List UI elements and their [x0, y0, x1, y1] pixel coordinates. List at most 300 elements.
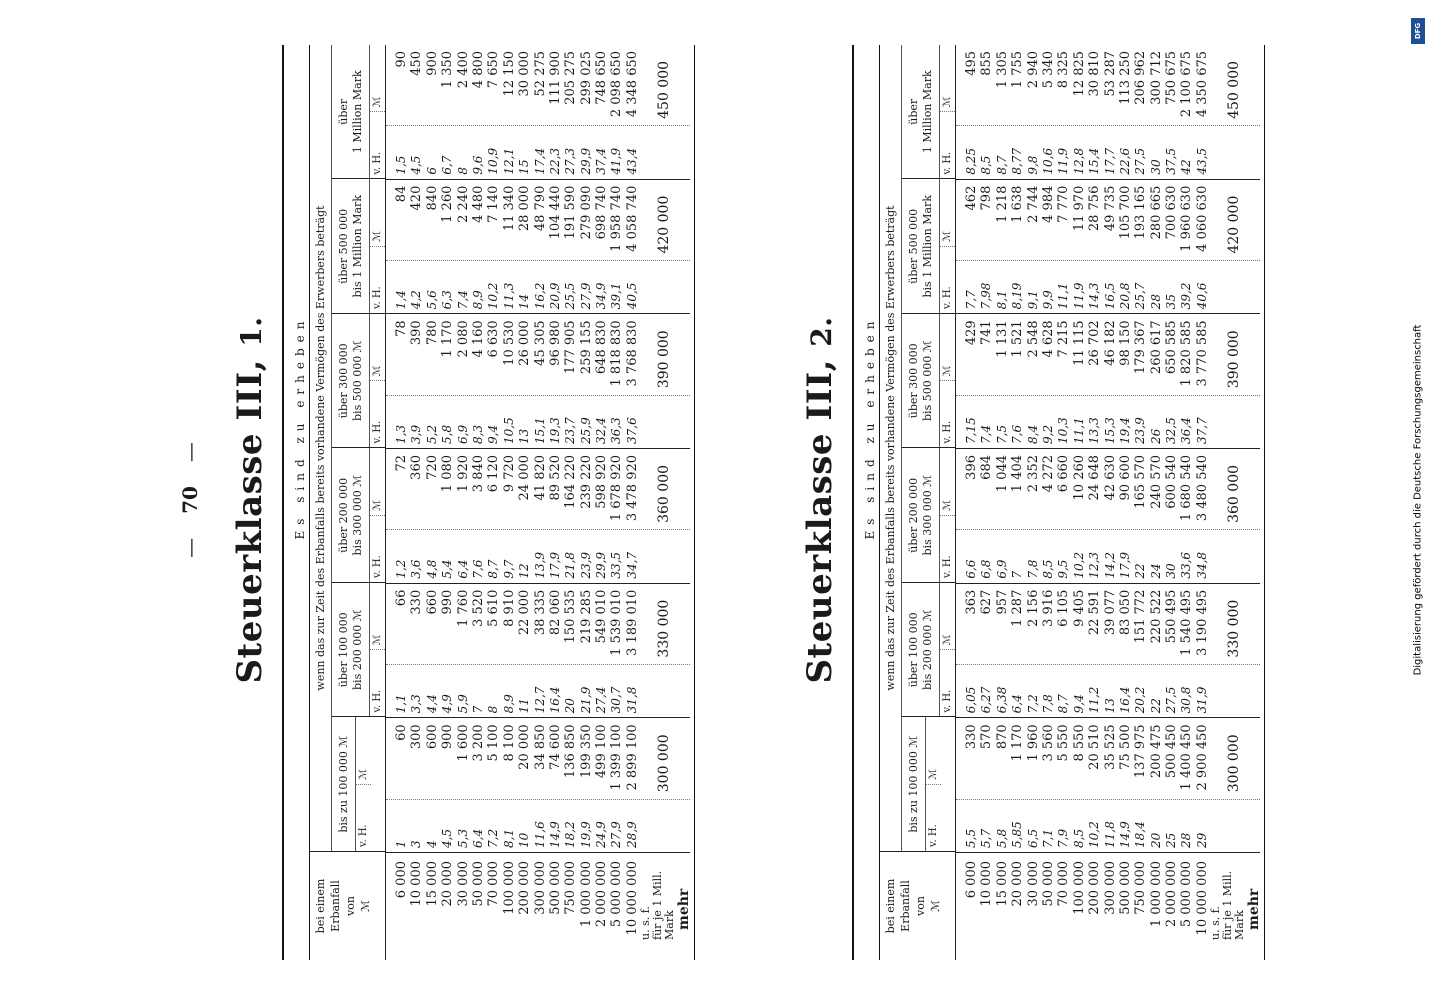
pct-cell: 8,7	[486, 559, 501, 579]
value-cell: 179 367	[1133, 320, 1149, 375]
pct-cell: 11,8	[1102, 821, 1117, 848]
header-group-line: über 200 000	[337, 477, 350, 553]
amount-cell: 100 000	[1071, 861, 1087, 915]
header-group-line: über 100 000	[907, 612, 920, 688]
pct-cell: 37,6	[624, 417, 639, 444]
pct-cell: 7,8	[1040, 694, 1055, 714]
value-cell: 1 958 740	[609, 185, 625, 252]
header-group-line: über 100 000	[337, 612, 350, 688]
pct-cell: 37,7	[1194, 417, 1209, 444]
rule-bottom	[694, 45, 695, 960]
pct-cell: 4	[424, 840, 439, 848]
value-cell: 360	[409, 454, 425, 480]
pct-cell: 28	[1179, 832, 1194, 848]
value-cell: 1 218	[994, 185, 1010, 223]
value-cell: 1 044	[994, 454, 1010, 493]
pct-cell: 1,3	[394, 424, 408, 444]
more-label-line: Mark	[1233, 910, 1247, 940]
value-cell: 28 756	[1087, 185, 1103, 232]
pct-cell: 8,1	[994, 290, 1009, 310]
header-group	[902, 582, 955, 717]
pct-column	[386, 664, 690, 717]
value-cell: 96 980	[547, 320, 563, 366]
bracket-group	[956, 448, 1260, 583]
pct-cell: 24	[1148, 563, 1163, 579]
credit-text: Digitalisierung gefördert durch die Deutsche Forschungsgemeinschaft	[1412, 324, 1424, 676]
value-cell: 1 404	[1010, 454, 1026, 493]
more-label	[639, 861, 693, 960]
value-cell: 720	[424, 454, 440, 480]
pct-cell: 10,5	[501, 417, 516, 444]
spacer	[386, 665, 394, 713]
more-value: 420 000	[1226, 195, 1243, 254]
value-cell: 957	[994, 589, 1010, 615]
header-group-line: bis 1 Million Mark	[921, 195, 934, 298]
pct-cell: 5,3	[455, 828, 470, 848]
value-cell: 200 475	[1148, 724, 1164, 779]
more-value: 360 000	[656, 464, 673, 523]
rule-bottom	[1264, 45, 1265, 960]
value-cell: 390	[409, 320, 425, 346]
unit-pct: v. H.	[358, 824, 369, 847]
value-cell: 780	[424, 320, 440, 346]
value-cell: 239 220	[578, 454, 594, 509]
value-cell: 2 100 675	[1179, 50, 1195, 118]
pct-cell: 7	[1010, 571, 1025, 579]
table-title-number: 1.	[235, 316, 268, 347]
value-cell: 698 740	[594, 185, 610, 240]
unit-pct: v. H.	[928, 824, 939, 847]
pct-cell: 19,9	[578, 821, 593, 848]
amount-cell: 30 000	[1025, 861, 1041, 907]
pct-cell: 30,8	[1179, 686, 1194, 714]
pct-cell: 22	[1148, 698, 1163, 714]
pct-cell: 43,5	[1194, 147, 1209, 175]
table-header	[310, 45, 386, 960]
pct-cell: 20	[1148, 832, 1163, 848]
pct-cell: 8	[486, 705, 501, 714]
header-group-label	[332, 718, 356, 852]
value-cell: 20 000	[517, 724, 533, 770]
pct-cell: 7,2	[1025, 694, 1040, 714]
value-cell: 11 970	[1071, 185, 1087, 232]
pct-cell: 36,4	[1179, 417, 1194, 444]
pct-cell: 5,7	[979, 828, 994, 848]
value-cell: 870	[994, 724, 1010, 750]
header-group-label	[332, 449, 370, 583]
amount-cell: 100 000	[501, 861, 517, 915]
value-cell: 53 287	[1102, 50, 1118, 97]
header-units	[370, 180, 385, 314]
pct-cell: 27,9	[578, 282, 593, 310]
bracket-group	[386, 583, 690, 718]
pct-cell: 5,6	[424, 290, 439, 310]
spacer	[386, 126, 394, 174]
header-units	[370, 449, 385, 583]
unit-mark: ℳ	[370, 583, 385, 650]
header-units	[940, 583, 955, 717]
rule-top	[282, 45, 284, 960]
value-cell: 4 272	[1040, 454, 1056, 493]
header-group-label	[332, 45, 370, 179]
header-groups	[902, 45, 955, 851]
header-group-line: über 300 000	[337, 343, 350, 419]
pct-cell: 6,27	[979, 686, 994, 714]
value-cell: 495	[964, 50, 979, 76]
header-amount-unit: ℳ	[929, 900, 942, 912]
value-cell: 660	[424, 589, 440, 615]
pct-cell: 7,7	[964, 290, 978, 310]
header-wide-label: wenn das zur Zeit des Erbanfalls bereits vorhandene Vermögen des Erwerbers beträgt	[880, 45, 902, 851]
pct-cell: 10,2	[1087, 821, 1102, 848]
pct-cell: 13,9	[532, 551, 547, 579]
pct-column	[386, 125, 690, 178]
pct-column	[956, 664, 1260, 717]
header-group-line: bis 300 000 ℳ	[921, 475, 934, 556]
header-group-line: über 200 000	[907, 477, 920, 553]
amount-cell: 15 000	[994, 861, 1010, 907]
value-cell: 52 275	[532, 50, 548, 97]
value-cell: 89 520	[547, 454, 563, 501]
value-column	[956, 45, 1260, 125]
header-amount-unit: ℳ	[359, 900, 372, 912]
pct-cell: 16,4	[547, 686, 562, 714]
value-cell: 4 160	[470, 320, 486, 358]
pct-cell: 15	[517, 159, 532, 175]
header-right	[310, 45, 385, 851]
more-word: mehr	[676, 888, 693, 930]
value-cell: 7 140	[486, 185, 502, 223]
value-cell: 598 920	[594, 454, 610, 509]
value-cell: 5 100	[486, 724, 502, 762]
value-column	[956, 180, 1260, 260]
header-group-line: 1 Million Mark	[921, 70, 934, 154]
pct-cell: 5,4	[440, 559, 455, 579]
pct-cell: 8,9	[470, 290, 485, 310]
amount-cell: 10 000 000	[624, 861, 640, 936]
pct-cell: 8,4	[1025, 424, 1040, 444]
pct-column	[386, 529, 690, 582]
pct-cell: 33,6	[1179, 551, 1194, 579]
pct-cell: 10,6	[1040, 147, 1055, 175]
pct-cell: 8,7	[994, 155, 1009, 175]
header-group-line: bis 500 000 ℳ	[351, 340, 364, 421]
header-group-line: über 500 000	[907, 208, 920, 284]
value-cell: 840	[424, 185, 440, 211]
header-group-line: über 300 000	[907, 343, 920, 419]
header-group-label	[902, 583, 940, 717]
unit-pct: v. H.	[372, 555, 383, 578]
value-cell: 1 170	[440, 320, 456, 358]
pct-cell: 8,3	[470, 424, 485, 444]
value-cell: 3 480 540	[1194, 454, 1210, 522]
pct-cell: 36,3	[609, 417, 624, 444]
pct-column	[386, 799, 690, 852]
pct-cell: 17,4	[532, 147, 547, 175]
header-group	[902, 179, 955, 314]
value-cell: 11 115	[1071, 320, 1087, 366]
spacer	[386, 724, 394, 798]
spacer	[956, 455, 964, 529]
pct-cell: 4,2	[409, 290, 424, 310]
pct-cell: 31,9	[1194, 686, 1209, 714]
value-cell: 1 755	[1010, 50, 1026, 89]
pct-cell: 4,5	[409, 155, 424, 175]
pct-cell: 20,8	[1117, 282, 1132, 310]
unit-pct: v. H.	[942, 689, 953, 713]
bracket-group	[956, 583, 1260, 718]
amount-cell: 20 000	[440, 861, 456, 907]
value-cell: 570	[979, 724, 995, 750]
amount-cell: 500 000	[1117, 861, 1133, 915]
pct-cell: 19,3	[547, 417, 562, 444]
unit-pct: v. H.	[942, 286, 953, 309]
header-group-line: über 500 000	[337, 208, 350, 284]
value-cell: 627	[979, 589, 995, 615]
value-cell: 300	[409, 724, 425, 750]
value-cell: 84	[394, 185, 409, 203]
value-cell: 855	[979, 50, 995, 76]
header-group-label	[902, 449, 940, 583]
value-cell: 38 335	[532, 589, 548, 636]
more-value: 390 000	[1226, 330, 1243, 389]
amount-cell: 750 000	[1133, 861, 1149, 915]
pct-cell: 3	[409, 840, 424, 848]
value-cell: 2 744	[1025, 185, 1041, 223]
value-cell: 35 525	[1102, 724, 1118, 770]
spacer	[386, 455, 394, 529]
spacer	[956, 396, 964, 444]
pct-cell: 3,3	[409, 694, 424, 714]
pct-cell: 7	[470, 705, 485, 714]
amount-cell: 2 000 000	[1164, 861, 1180, 928]
unit-mark: ℳ	[940, 314, 955, 381]
value-cell: 499 100	[594, 724, 610, 779]
pct-cell: 37,4	[594, 147, 609, 175]
value-cell: 9 720	[501, 454, 517, 493]
amount-cell: 30 000	[455, 861, 471, 907]
value-column	[956, 718, 1260, 798]
unit-mark: ℳ	[370, 314, 385, 381]
amount-cell: 70 000	[1056, 861, 1072, 907]
more-label	[1209, 861, 1263, 960]
value-cell: 1 960 630	[1179, 185, 1195, 252]
pct-cell: 11,9	[1071, 282, 1086, 310]
pct-cell: 25,7	[1133, 282, 1148, 310]
value-cell: 450	[409, 50, 425, 76]
value-cell: 4 800	[470, 50, 486, 89]
value-cell: 1 680 540	[1179, 454, 1195, 522]
more-value: 330 000	[1226, 599, 1243, 658]
value-cell: 4 060 630	[1194, 185, 1210, 252]
value-cell: 6 105	[1056, 589, 1072, 627]
pct-cell: 11,1	[1071, 417, 1086, 444]
bracket-group	[386, 179, 690, 314]
value-cell: 259 155	[578, 320, 594, 375]
pct-cell: 16,2	[532, 282, 547, 310]
pct-cell: 5,8	[994, 828, 1009, 848]
pct-cell: 7,98	[979, 282, 994, 310]
value-cell: 4 628	[1040, 320, 1056, 358]
header-group-line: bis zu 100 000 ℳ	[337, 735, 350, 833]
unit-mark: ℳ	[370, 45, 385, 112]
pct-cell: 29	[1194, 832, 1209, 848]
pct-cell: 12,7	[532, 686, 547, 714]
pct-cell: 26	[1148, 428, 1163, 444]
pct-cell: 17,9	[547, 551, 562, 579]
spacer	[956, 261, 964, 309]
amount-cell: 50 000	[1040, 861, 1056, 907]
value-cell: 104 440	[547, 185, 563, 240]
pct-cell: 6,38	[994, 686, 1009, 714]
pct-cell: 5,2	[424, 424, 439, 444]
value-cell: 49 735	[1102, 185, 1118, 232]
pct-cell: 7,5	[994, 424, 1009, 444]
value-cell: 900	[424, 50, 440, 76]
value-column	[956, 314, 1260, 394]
value-cell: 83 050	[1117, 589, 1133, 636]
pct-cell: 4,4	[424, 694, 439, 714]
value-cell: 1 600	[455, 724, 471, 762]
value-cell: 12 825	[1071, 50, 1087, 97]
value-cell: 8 550	[1071, 724, 1087, 762]
table-title	[800, 0, 840, 1000]
pct-cell: 11,1	[1056, 282, 1071, 310]
unit-pct: v. H.	[372, 151, 383, 175]
unit-mark: ℳ	[940, 583, 955, 650]
header-amount-line: von	[344, 896, 357, 916]
value-cell: 12 150	[501, 50, 517, 97]
value-cell: 700 630	[1164, 185, 1180, 240]
table-body	[386, 45, 693, 960]
value-cell: 330	[964, 724, 979, 750]
more-label-line: Mark	[663, 910, 677, 940]
pct-cell: 21,9	[578, 686, 593, 714]
header-amount-line: bei einem	[314, 878, 327, 934]
value-cell: 648 830	[594, 320, 610, 375]
unit-mark: ℳ	[926, 718, 941, 785]
more-word: mehr	[1246, 888, 1263, 930]
pct-cell: 40,6	[1194, 282, 1209, 310]
spacer	[956, 51, 964, 125]
pct-cell: 8,19	[1010, 282, 1025, 310]
header-group-line: 1 Million Mark	[351, 70, 364, 154]
pct-cell: 8,1	[501, 828, 516, 848]
value-cell: 150 535	[563, 589, 579, 644]
value-cell: 420	[409, 185, 425, 211]
amount-cell: 20 000	[1010, 861, 1026, 907]
value-cell: 3 200	[470, 724, 486, 762]
amount-cell: 10 000	[979, 861, 995, 907]
margin-credit	[1410, 10, 1426, 990]
value-cell: 3 840	[470, 454, 486, 493]
table-title-number: 2.	[805, 316, 838, 347]
value-cell: 177 905	[563, 320, 579, 375]
pct-cell: 10	[517, 832, 532, 848]
bracket-group	[956, 717, 1260, 852]
value-cell: 6 660	[1056, 454, 1072, 493]
value-cell: 6 630	[486, 320, 502, 358]
value-cell: 750 675	[1164, 50, 1180, 105]
pct-cell: 39,2	[1179, 282, 1194, 310]
header-group	[332, 179, 385, 314]
header-group-line: bis 200 000 ℳ	[921, 609, 934, 690]
more-value: 300 000	[656, 734, 673, 793]
value-cell: 1 920	[455, 454, 471, 493]
amount-cell: 300 000	[1102, 861, 1118, 915]
value-cell: 5 550	[1056, 724, 1072, 762]
value-cell: 1 760	[455, 589, 471, 627]
value-cell: 279 090	[578, 185, 594, 240]
value-cell: 600 540	[1164, 454, 1180, 509]
pct-cell: 9,8	[1025, 155, 1040, 175]
pct-cell: 8,7	[1056, 694, 1071, 714]
more-label-line: u. s. f.	[639, 906, 653, 940]
value-cell: 7 770	[1056, 185, 1072, 223]
header-group	[332, 448, 385, 583]
value-cell: 2 080	[455, 320, 471, 358]
value-cell: 7 650	[486, 50, 502, 89]
value-cell: 90	[394, 50, 409, 68]
header-units	[370, 45, 385, 179]
unit-mark: ℳ	[940, 180, 955, 247]
value-cell: 4 480	[470, 185, 486, 223]
value-cell: 363	[964, 589, 979, 615]
pct-cell: 20,9	[547, 282, 562, 310]
header-group	[902, 717, 955, 852]
header-group	[902, 448, 955, 583]
pct-cell: 5,8	[440, 424, 455, 444]
value-cell: 3 770 585	[1194, 320, 1210, 387]
pct-cell: 15,3	[1102, 417, 1117, 444]
value-cell: 8 910	[501, 589, 517, 627]
amount-cell: 300 000	[532, 861, 548, 915]
value-cell: 75 500	[1117, 724, 1133, 770]
value-cell: 3 768 830	[624, 320, 640, 387]
value-cell: 330	[409, 589, 425, 615]
pct-cell: 8,5	[1040, 559, 1055, 579]
pct-cell: 8,5	[979, 155, 994, 175]
value-cell: 396	[964, 454, 979, 480]
unit-mark: ℳ	[356, 718, 371, 785]
value-cell: 3 916	[1040, 589, 1056, 627]
value-cell: 600	[424, 724, 440, 750]
value-cell: 8 100	[501, 724, 517, 762]
header-units	[356, 718, 371, 852]
table-body	[956, 45, 1263, 960]
value-cell: 20 510	[1087, 724, 1103, 770]
pct-cell: 30,7	[609, 686, 624, 714]
value-cell: 748 650	[594, 50, 610, 105]
value-cell: 7 215	[1056, 320, 1072, 358]
spacer	[956, 861, 964, 960]
value-cell: 8 325	[1056, 50, 1072, 89]
pct-cell: 6,6	[964, 559, 978, 579]
pct-cell: 22,6	[1117, 147, 1132, 175]
pct-cell: 9,4	[486, 424, 501, 444]
spacer	[956, 800, 964, 848]
value-cell: 220 522	[1148, 589, 1164, 644]
pct-cell: 8,9	[501, 694, 516, 714]
value-cell: 74 600	[547, 724, 563, 770]
value-cell: 260 617	[1148, 320, 1164, 375]
pct-cell: 19,4	[1117, 417, 1132, 444]
value-cell: 900	[440, 724, 456, 750]
pct-cell: 1,1	[394, 694, 408, 714]
amount-cell: 6 000	[964, 861, 979, 899]
value-cell: 280 665	[1148, 185, 1164, 240]
spacer	[386, 261, 394, 309]
